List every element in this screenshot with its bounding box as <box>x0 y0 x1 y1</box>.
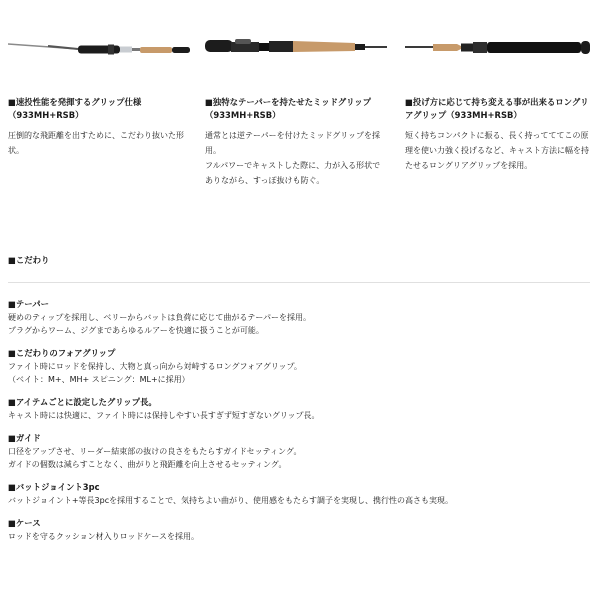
feature-line: （ベイト：M+、MH+ スピニング：ML+に採用） <box>8 375 190 384</box>
feature-grip-length <box>8 396 593 422</box>
feature-line: バットジョイント+等長3pcを採用することで、気持ちよい曲がり、使用感をもたらす調子を実現し、携行性の高さも実現。 <box>8 496 453 505</box>
feature-column-1 <box>8 30 190 158</box>
column-2-title: ■独特なテーパーを持たせたミッドグリップ（933MH+RSB） <box>205 97 371 120</box>
feature-butt-joint <box>8 481 593 507</box>
column-2-body <box>205 128 387 188</box>
feature-column-2 <box>205 30 387 188</box>
reel-seat-grip-image <box>205 30 387 82</box>
column-3-line-1: 短く持ちコンパクトに振る、長く持ってててこの原理を使い力強く投げるなど、キャスト方法に幅を持たせるロングリアグリップを採用。 <box>405 131 589 170</box>
feature-fore-grip <box>8 347 593 386</box>
feature-title: ■テーパー <box>8 299 49 309</box>
section-title: ■こだわり <box>8 255 50 265</box>
column-3-body <box>405 128 590 173</box>
feature-line: ガイドの個数は減らすことなく、曲がりと飛距離を向上させるセッティング。 <box>8 460 287 469</box>
feature-line: プラグからワーム、ジグまであらゆるルアーを快適に扱うことが可能。 <box>8 326 264 335</box>
long-rear-grip-image <box>405 30 590 82</box>
feature-title: ■こだわりのフォアグリップ <box>8 348 116 358</box>
feature-title: ■バットジョイント3pc <box>8 482 100 492</box>
feature-line: キャスト時には快適に、ファイト時には保持しやすい長すぎず短すぎないグリップ長。 <box>8 411 320 420</box>
column-2-line-2: フルパワーでキャストした際に、力が入る形状でありながら、すっぽ抜けも防ぐ。 <box>205 161 381 185</box>
section-divider <box>8 282 590 283</box>
column-1-line-1: 圧倒的な飛距離を出すために、こだわり抜いた形状。 <box>8 131 184 155</box>
column-2-line-1: 通常とは逆テーパーを付けたミッドグリップを採用。 <box>205 131 380 155</box>
column-1-title: ■速投性能を発揮するグリップ仕様（933MH+RSB） <box>8 97 142 120</box>
feature-case <box>8 517 593 543</box>
column-3-title: ■投げ方に応じて持ち変える事が出来るロングリアグリップ（933MH+RSB） <box>405 97 589 120</box>
feature-line: ファイト時にロッドを保持し、大物と真っ向から対峙するロングフォアグリップ。 <box>8 362 302 371</box>
feature-line: 硬めのティップを採用し、ベリーからバットは負荷に応じて曲がるテーパーを採用。 <box>8 313 311 322</box>
feature-list <box>8 298 593 553</box>
feature-line: 口径をアップさせ、リーダー結束部の抜けの良さをもたらすガイドセッティング。 <box>8 447 302 456</box>
feature-title: ■ガイド <box>8 433 41 443</box>
feature-title: ■ケース <box>8 518 41 528</box>
feature-taper <box>8 298 593 337</box>
column-1-body <box>8 128 190 158</box>
rod-full-image <box>8 30 190 82</box>
feature-column-3 <box>405 30 590 173</box>
feature-guide <box>8 432 593 471</box>
feature-line: ロッドを守るクッション材入りロッドケースを採用。 <box>8 532 199 541</box>
feature-title: ■アイテムごとに設定したグリップ長。 <box>8 397 157 407</box>
